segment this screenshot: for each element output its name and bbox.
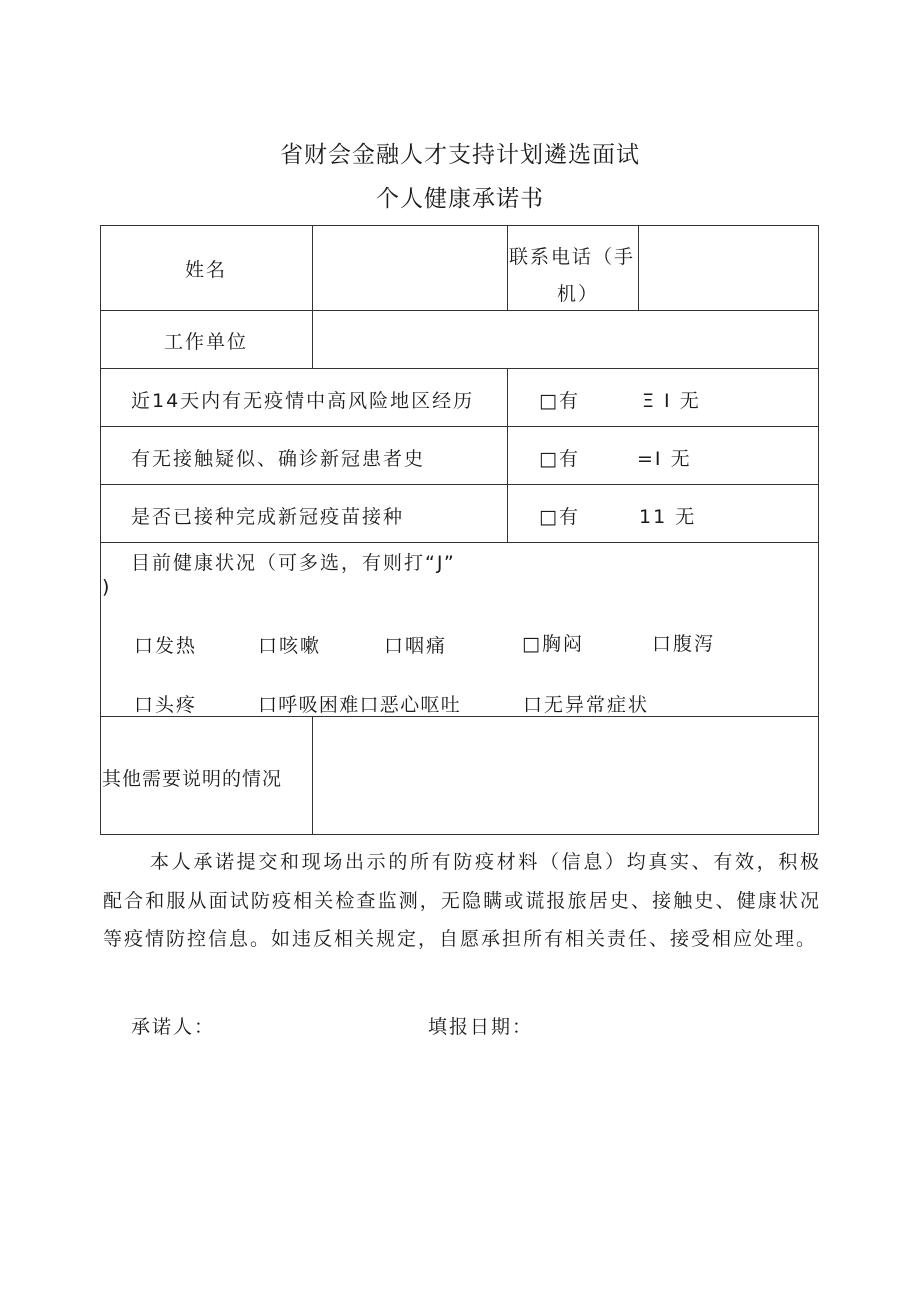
symptom-checkbox-no-abnormal[interactable]: 口无异常症状 (523, 694, 650, 716)
phone-label-line2: 机） (557, 283, 600, 305)
symptom-checkbox-sore-throat[interactable]: 口咽痛 (384, 635, 448, 657)
phone-field[interactable] (639, 227, 817, 309)
signer-label: 承诺人： (131, 1016, 216, 1038)
column-divider (507, 226, 508, 310)
no-checkbox[interactable]: =I 无 (637, 448, 692, 470)
pledge-paragraph (103, 843, 821, 959)
document-subtitle: 个人健康承诺书 (376, 186, 544, 212)
question-label: 是否已接种完成新冠疫苗接种 (131, 506, 405, 528)
health-status-label: 目前健康状况（可多选，有则打“J” (131, 552, 456, 574)
yes-checkbox[interactable]: □有 (539, 448, 580, 470)
phone-label-line1: 联系电话（手 (509, 246, 636, 268)
symptom-checkbox-fever[interactable]: 口发热 (134, 635, 198, 657)
symptom-checkbox-diarrhea[interactable]: 口腹泻 (652, 633, 716, 655)
row-divider (101, 368, 818, 369)
health-status-label-tail: ) (102, 576, 112, 598)
column-divider (507, 368, 508, 542)
row-divider (101, 542, 818, 543)
symptom-checkbox-headache[interactable]: 口头疼 (134, 694, 198, 716)
question-label: 近14天内有无疫情中高风险地区经历 (131, 390, 475, 412)
workplace-field[interactable] (313, 311, 817, 367)
name-label: 姓名 (185, 259, 228, 281)
document-title: 省财会金融人才支持计划遴选面试 (280, 142, 640, 168)
question-label: 有无接触疑似、确诊新冠患者史 (131, 448, 426, 470)
no-checkbox[interactable]: 11 无 (639, 506, 697, 528)
pledge-text: 本人承诺提交和现场出示的所有防疫材料（信息）均真实、有效，积极配合和服从面试防疫相关检查监测，无隐瞒或谎报旅居史、接触史、健康状况等疫情防控信息。如违反相关规定，自愿承担所有相关责任、接受相应处理。 (103, 851, 821, 950)
name-field[interactable] (313, 227, 505, 309)
symptom-checkbox-breathing-nausea[interactable]: 口呼吸困难口恶心呕吐 (258, 694, 462, 716)
other-notes-field[interactable] (313, 717, 817, 833)
row-divider (101, 484, 818, 485)
other-notes-label: 其他需要说明的情况 (102, 768, 283, 790)
workplace-label: 工作单位 (164, 331, 249, 353)
no-checkbox[interactable]: Ξ I 无 (642, 390, 701, 412)
yes-checkbox[interactable]: □有 (539, 506, 580, 528)
symptom-checkbox-cough[interactable]: 口咳嗽 (258, 635, 322, 657)
yes-checkbox[interactable]: □有 (539, 390, 580, 412)
date-label: 填报日期： (428, 1016, 534, 1038)
symptom-checkbox-chest-tightness[interactable]: □胸闷 (522, 633, 584, 655)
row-divider (101, 426, 818, 427)
